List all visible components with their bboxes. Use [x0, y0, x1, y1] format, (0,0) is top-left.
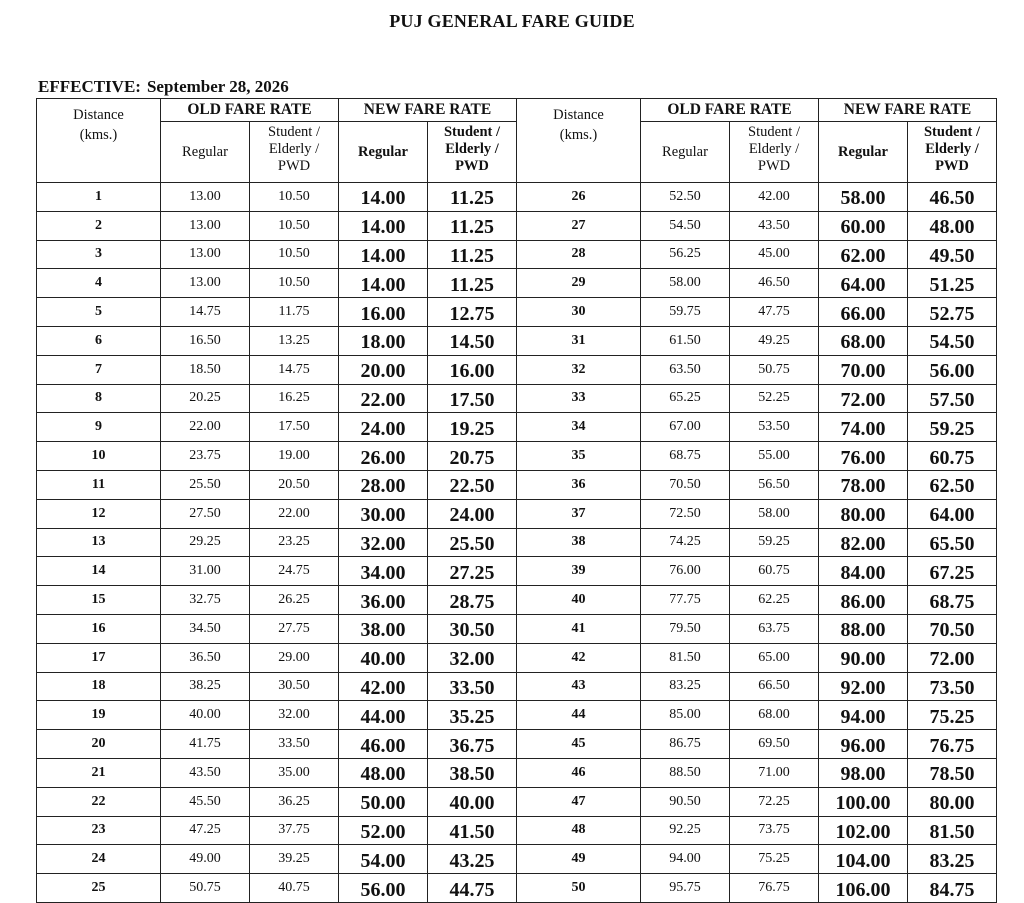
distance-cell: 39	[517, 557, 641, 586]
new-discount-cell: 51.25	[908, 269, 997, 298]
new-regular-cell: 14.00	[339, 183, 428, 212]
new-regular-cell: 106.00	[819, 874, 908, 903]
new-discount-cell: 36.75	[428, 730, 517, 759]
new-discount-cell: 76.75	[908, 730, 997, 759]
distance-cell: 36	[517, 470, 641, 499]
old-discount-cell: 26.25	[250, 586, 339, 615]
distance-header-right: Distance (kms.)	[517, 99, 641, 183]
old-discount-cell: 17.50	[250, 413, 339, 442]
new-regular-cell: 14.00	[339, 211, 428, 240]
new-discount-cell: 16.00	[428, 355, 517, 384]
old-discount-cell: 13.25	[250, 326, 339, 355]
distance-cell: 47	[517, 787, 641, 816]
table-row	[37, 442, 997, 471]
old-discount-cell: 40.75	[250, 874, 339, 903]
distance-cell: 18	[37, 672, 161, 701]
old-regular-cell: 50.75	[161, 874, 250, 903]
old-discount-cell: 73.75	[730, 816, 819, 845]
new-discount-cell: 72.00	[908, 643, 997, 672]
old-regular-cell: 59.75	[641, 298, 730, 327]
old-discount-cell: 16.25	[250, 384, 339, 413]
distance-cell: 40	[517, 586, 641, 615]
old-discount-cell: 19.00	[250, 442, 339, 471]
old-regular-cell: 90.50	[641, 787, 730, 816]
distance-cell: 12	[37, 499, 161, 528]
old-regular-cell: 68.75	[641, 442, 730, 471]
old-regular-cell: 13.00	[161, 269, 250, 298]
old-discount-cell: 63.75	[730, 614, 819, 643]
old-regular-cell: 13.00	[161, 211, 250, 240]
new-discount-cell: 56.00	[908, 355, 997, 384]
table-row	[37, 816, 997, 845]
old-regular-cell: 56.25	[641, 240, 730, 269]
old-student-header-left: Student / Elderly / PWD	[250, 122, 339, 183]
table-row	[37, 643, 997, 672]
old-discount-cell: 29.00	[250, 643, 339, 672]
old-regular-cell: 45.50	[161, 787, 250, 816]
old-regular-cell: 65.25	[641, 384, 730, 413]
new-discount-cell: 68.75	[908, 586, 997, 615]
new-discount-cell: 38.50	[428, 758, 517, 787]
old-discount-cell: 71.00	[730, 758, 819, 787]
distance-cell: 2	[37, 211, 161, 240]
old-regular-cell: 18.50	[161, 355, 250, 384]
new-discount-cell: 25.50	[428, 528, 517, 557]
new-regular-cell: 26.00	[339, 442, 428, 471]
new-discount-cell: 11.25	[428, 183, 517, 212]
new-regular-cell: 22.00	[339, 384, 428, 413]
distance-cell: 8	[37, 384, 161, 413]
effective-label: EFFECTIVE:	[38, 77, 141, 96]
old-discount-cell: 65.00	[730, 643, 819, 672]
distance-cell: 22	[37, 787, 161, 816]
new-fare-header-left: NEW FARE RATE	[339, 99, 517, 122]
distance-cell: 30	[517, 298, 641, 327]
new-regular-cell: 40.00	[339, 643, 428, 672]
new-regular-cell: 36.00	[339, 586, 428, 615]
old-regular-cell: 94.00	[641, 845, 730, 874]
old-regular-cell: 70.50	[641, 470, 730, 499]
old-regular-cell: 76.00	[641, 557, 730, 586]
new-regular-cell: 94.00	[819, 701, 908, 730]
old-discount-cell: 50.75	[730, 355, 819, 384]
new-discount-cell: 67.25	[908, 557, 997, 586]
distance-cell: 42	[517, 643, 641, 672]
new-regular-cell: 52.00	[339, 816, 428, 845]
new-discount-cell: 17.50	[428, 384, 517, 413]
new-discount-cell: 43.25	[428, 845, 517, 874]
old-discount-cell: 10.50	[250, 183, 339, 212]
new-regular-cell: 60.00	[819, 211, 908, 240]
distance-cell: 33	[517, 384, 641, 413]
old-discount-cell: 33.50	[250, 730, 339, 759]
old-regular-cell: 27.50	[161, 499, 250, 528]
old-regular-cell: 13.00	[161, 240, 250, 269]
table-row	[37, 557, 997, 586]
new-discount-cell: 49.50	[908, 240, 997, 269]
old-discount-cell: 36.25	[250, 787, 339, 816]
old-regular-cell: 23.75	[161, 442, 250, 471]
fare-table-body	[37, 183, 997, 903]
new-regular-cell: 98.00	[819, 758, 908, 787]
new-regular-cell: 38.00	[339, 614, 428, 643]
new-regular-header-right: Regular	[819, 122, 908, 183]
distance-cell: 44	[517, 701, 641, 730]
new-regular-cell: 64.00	[819, 269, 908, 298]
new-regular-cell: 42.00	[339, 672, 428, 701]
new-regular-header-left: Regular	[339, 122, 428, 183]
new-regular-cell: 68.00	[819, 326, 908, 355]
new-discount-cell: 59.25	[908, 413, 997, 442]
table-row	[37, 787, 997, 816]
distance-cell: 20	[37, 730, 161, 759]
new-regular-cell: 92.00	[819, 672, 908, 701]
old-discount-cell: 27.75	[250, 614, 339, 643]
old-regular-cell: 14.75	[161, 298, 250, 327]
distance-cell: 25	[37, 874, 161, 903]
new-regular-cell: 88.00	[819, 614, 908, 643]
table-row	[37, 355, 997, 384]
table-row	[37, 845, 997, 874]
new-discount-cell: 81.50	[908, 816, 997, 845]
new-student-header-left: Student / Elderly / PWD	[428, 122, 517, 183]
new-discount-cell: 11.25	[428, 269, 517, 298]
old-regular-cell: 22.00	[161, 413, 250, 442]
new-discount-cell: 65.50	[908, 528, 997, 557]
new-regular-cell: 58.00	[819, 183, 908, 212]
new-discount-cell: 41.50	[428, 816, 517, 845]
old-regular-cell: 81.50	[641, 643, 730, 672]
effective-line	[38, 77, 289, 97]
old-regular-cell: 31.00	[161, 557, 250, 586]
table-row	[37, 701, 997, 730]
old-discount-cell: 37.75	[250, 816, 339, 845]
old-regular-cell: 38.25	[161, 672, 250, 701]
new-regular-cell: 16.00	[339, 298, 428, 327]
new-discount-cell: 11.25	[428, 211, 517, 240]
old-fare-header-right: OLD FARE RATE	[641, 99, 819, 122]
table-row	[37, 183, 997, 212]
distance-cell: 35	[517, 442, 641, 471]
new-discount-cell: 46.50	[908, 183, 997, 212]
distance-cell: 9	[37, 413, 161, 442]
old-discount-cell: 62.25	[730, 586, 819, 615]
old-discount-cell: 10.50	[250, 269, 339, 298]
distance-cell: 26	[517, 183, 641, 212]
table-row	[37, 269, 997, 298]
table-row	[37, 470, 997, 499]
table-row	[37, 384, 997, 413]
distance-cell: 1	[37, 183, 161, 212]
new-discount-cell: 70.50	[908, 614, 997, 643]
distance-cell: 29	[517, 269, 641, 298]
new-regular-cell: 84.00	[819, 557, 908, 586]
old-regular-cell: 86.75	[641, 730, 730, 759]
new-discount-cell: 52.75	[908, 298, 997, 327]
distance-cell: 16	[37, 614, 161, 643]
new-regular-cell: 34.00	[339, 557, 428, 586]
old-regular-cell: 92.25	[641, 816, 730, 845]
old-discount-cell: 32.00	[250, 701, 339, 730]
old-regular-cell: 20.25	[161, 384, 250, 413]
old-regular-cell: 43.50	[161, 758, 250, 787]
old-discount-cell: 59.25	[730, 528, 819, 557]
old-regular-cell: 36.50	[161, 643, 250, 672]
new-regular-cell: 90.00	[819, 643, 908, 672]
old-regular-cell: 72.50	[641, 499, 730, 528]
new-fare-header-right: NEW FARE RATE	[819, 99, 997, 122]
old-regular-cell: 13.00	[161, 183, 250, 212]
old-regular-cell: 54.50	[641, 211, 730, 240]
distance-cell: 5	[37, 298, 161, 327]
new-discount-cell: 44.75	[428, 874, 517, 903]
new-regular-cell: 62.00	[819, 240, 908, 269]
new-regular-cell: 20.00	[339, 355, 428, 384]
new-discount-cell: 14.50	[428, 326, 517, 355]
old-discount-cell: 52.25	[730, 384, 819, 413]
old-discount-cell: 58.00	[730, 499, 819, 528]
new-regular-cell: 82.00	[819, 528, 908, 557]
new-regular-cell: 30.00	[339, 499, 428, 528]
old-discount-cell: 42.00	[730, 183, 819, 212]
new-regular-cell: 104.00	[819, 845, 908, 874]
new-regular-cell: 48.00	[339, 758, 428, 787]
new-regular-cell: 86.00	[819, 586, 908, 615]
new-regular-cell: 56.00	[339, 874, 428, 903]
new-discount-cell: 64.00	[908, 499, 997, 528]
new-discount-cell: 33.50	[428, 672, 517, 701]
old-discount-cell: 10.50	[250, 211, 339, 240]
old-regular-cell: 83.25	[641, 672, 730, 701]
old-regular-header-right: Regular	[641, 122, 730, 183]
new-student-header-right: Student / Elderly / PWD	[908, 122, 997, 183]
new-discount-cell: 40.00	[428, 787, 517, 816]
old-regular-cell: 40.00	[161, 701, 250, 730]
old-discount-cell: 66.50	[730, 672, 819, 701]
old-student-header-right: Student / Elderly / PWD	[730, 122, 819, 183]
old-discount-cell: 49.25	[730, 326, 819, 355]
distance-cell: 19	[37, 701, 161, 730]
distance-cell: 6	[37, 326, 161, 355]
table-row	[37, 413, 997, 442]
new-discount-cell: 32.00	[428, 643, 517, 672]
old-regular-cell: 67.00	[641, 413, 730, 442]
distance-cell: 31	[517, 326, 641, 355]
new-regular-cell: 80.00	[819, 499, 908, 528]
distance-cell: 46	[517, 758, 641, 787]
effective-date: September 28, 2026	[146, 77, 289, 96]
new-discount-cell: 84.75	[908, 874, 997, 903]
new-regular-cell: 46.00	[339, 730, 428, 759]
new-regular-cell: 72.00	[819, 384, 908, 413]
old-discount-cell: 23.25	[250, 528, 339, 557]
old-regular-cell: 77.75	[641, 586, 730, 615]
distance-cell: 7	[37, 355, 161, 384]
old-regular-cell: 61.50	[641, 326, 730, 355]
old-discount-cell: 69.50	[730, 730, 819, 759]
old-regular-cell: 32.75	[161, 586, 250, 615]
old-regular-cell: 29.25	[161, 528, 250, 557]
table-row	[37, 730, 997, 759]
new-discount-cell: 57.50	[908, 384, 997, 413]
new-regular-cell: 78.00	[819, 470, 908, 499]
distance-cell: 24	[37, 845, 161, 874]
new-discount-cell: 54.50	[908, 326, 997, 355]
distance-cell: 32	[517, 355, 641, 384]
table-row	[37, 298, 997, 327]
old-discount-cell: 30.50	[250, 672, 339, 701]
distance-cell: 11	[37, 470, 161, 499]
old-discount-cell: 60.75	[730, 557, 819, 586]
old-regular-cell: 85.00	[641, 701, 730, 730]
old-regular-cell: 58.00	[641, 269, 730, 298]
old-discount-cell: 20.50	[250, 470, 339, 499]
new-regular-cell: 100.00	[819, 787, 908, 816]
new-discount-cell: 75.25	[908, 701, 997, 730]
old-discount-cell: 22.00	[250, 499, 339, 528]
old-discount-cell: 10.50	[250, 240, 339, 269]
new-discount-cell: 24.00	[428, 499, 517, 528]
old-discount-cell: 24.75	[250, 557, 339, 586]
old-discount-cell: 43.50	[730, 211, 819, 240]
old-regular-cell: 47.25	[161, 816, 250, 845]
distance-cell: 17	[37, 643, 161, 672]
distance-cell: 3	[37, 240, 161, 269]
distance-cell: 37	[517, 499, 641, 528]
table-row	[37, 528, 997, 557]
old-discount-cell: 72.25	[730, 787, 819, 816]
old-regular-cell: 34.50	[161, 614, 250, 643]
table-row	[37, 326, 997, 355]
new-discount-cell: 73.50	[908, 672, 997, 701]
distance-cell: 41	[517, 614, 641, 643]
new-regular-cell: 50.00	[339, 787, 428, 816]
new-discount-cell: 60.75	[908, 442, 997, 471]
new-regular-cell: 18.00	[339, 326, 428, 355]
distance-cell: 48	[517, 816, 641, 845]
new-regular-cell: 14.00	[339, 240, 428, 269]
old-regular-cell: 52.50	[641, 183, 730, 212]
table-row	[37, 211, 997, 240]
new-discount-cell: 11.25	[428, 240, 517, 269]
old-discount-cell: 47.75	[730, 298, 819, 327]
new-discount-cell: 83.25	[908, 845, 997, 874]
old-discount-cell: 39.25	[250, 845, 339, 874]
old-regular-cell: 88.50	[641, 758, 730, 787]
old-discount-cell: 68.00	[730, 701, 819, 730]
new-regular-cell: 24.00	[339, 413, 428, 442]
old-discount-cell: 76.75	[730, 874, 819, 903]
new-regular-cell: 66.00	[819, 298, 908, 327]
distance-cell: 10	[37, 442, 161, 471]
new-discount-cell: 78.50	[908, 758, 997, 787]
old-discount-cell: 55.00	[730, 442, 819, 471]
old-discount-cell: 35.00	[250, 758, 339, 787]
new-discount-cell: 28.75	[428, 586, 517, 615]
old-regular-cell: 63.50	[641, 355, 730, 384]
old-regular-header-left: Regular	[161, 122, 250, 183]
new-regular-cell: 32.00	[339, 528, 428, 557]
new-discount-cell: 12.75	[428, 298, 517, 327]
new-regular-cell: 54.00	[339, 845, 428, 874]
old-regular-cell: 41.75	[161, 730, 250, 759]
new-regular-cell: 74.00	[819, 413, 908, 442]
new-discount-cell: 22.50	[428, 470, 517, 499]
new-discount-cell: 48.00	[908, 211, 997, 240]
distance-cell: 28	[517, 240, 641, 269]
new-regular-cell: 28.00	[339, 470, 428, 499]
old-discount-cell: 46.50	[730, 269, 819, 298]
distance-cell: 27	[517, 211, 641, 240]
table-row	[37, 758, 997, 787]
new-discount-cell: 80.00	[908, 787, 997, 816]
new-regular-cell: 44.00	[339, 701, 428, 730]
distance-cell: 14	[37, 557, 161, 586]
new-discount-cell: 19.25	[428, 413, 517, 442]
new-regular-cell: 14.00	[339, 269, 428, 298]
new-discount-cell: 35.25	[428, 701, 517, 730]
new-discount-cell: 20.75	[428, 442, 517, 471]
fare-table	[36, 98, 997, 903]
old-fare-header-left: OLD FARE RATE	[161, 99, 339, 122]
old-regular-cell: 74.25	[641, 528, 730, 557]
distance-cell: 21	[37, 758, 161, 787]
distance-cell: 49	[517, 845, 641, 874]
old-discount-cell: 11.75	[250, 298, 339, 327]
new-regular-cell: 96.00	[819, 730, 908, 759]
table-row	[37, 499, 997, 528]
new-discount-cell: 62.50	[908, 470, 997, 499]
distance-cell: 38	[517, 528, 641, 557]
table-row	[37, 614, 997, 643]
old-discount-cell: 53.50	[730, 413, 819, 442]
new-regular-cell: 70.00	[819, 355, 908, 384]
old-discount-cell: 75.25	[730, 845, 819, 874]
distance-cell: 23	[37, 816, 161, 845]
distance-cell: 13	[37, 528, 161, 557]
distance-header-left: Distance (kms.)	[37, 99, 161, 183]
new-regular-cell: 102.00	[819, 816, 908, 845]
table-row	[37, 672, 997, 701]
new-discount-cell: 30.50	[428, 614, 517, 643]
distance-cell: 15	[37, 586, 161, 615]
old-discount-cell: 45.00	[730, 240, 819, 269]
page-title: PUJ GENERAL FARE GUIDE	[389, 11, 635, 31]
distance-cell: 43	[517, 672, 641, 701]
new-regular-cell: 76.00	[819, 442, 908, 471]
new-discount-cell: 27.25	[428, 557, 517, 586]
old-regular-cell: 95.75	[641, 874, 730, 903]
distance-cell: 4	[37, 269, 161, 298]
old-regular-cell: 16.50	[161, 326, 250, 355]
old-regular-cell: 49.00	[161, 845, 250, 874]
distance-cell: 45	[517, 730, 641, 759]
table-row	[37, 240, 997, 269]
old-regular-cell: 25.50	[161, 470, 250, 499]
distance-cell: 50	[517, 874, 641, 903]
old-discount-cell: 14.75	[250, 355, 339, 384]
distance-cell: 34	[517, 413, 641, 442]
old-discount-cell: 56.50	[730, 470, 819, 499]
table-row	[37, 874, 997, 903]
table-row	[37, 586, 997, 615]
old-regular-cell: 79.50	[641, 614, 730, 643]
